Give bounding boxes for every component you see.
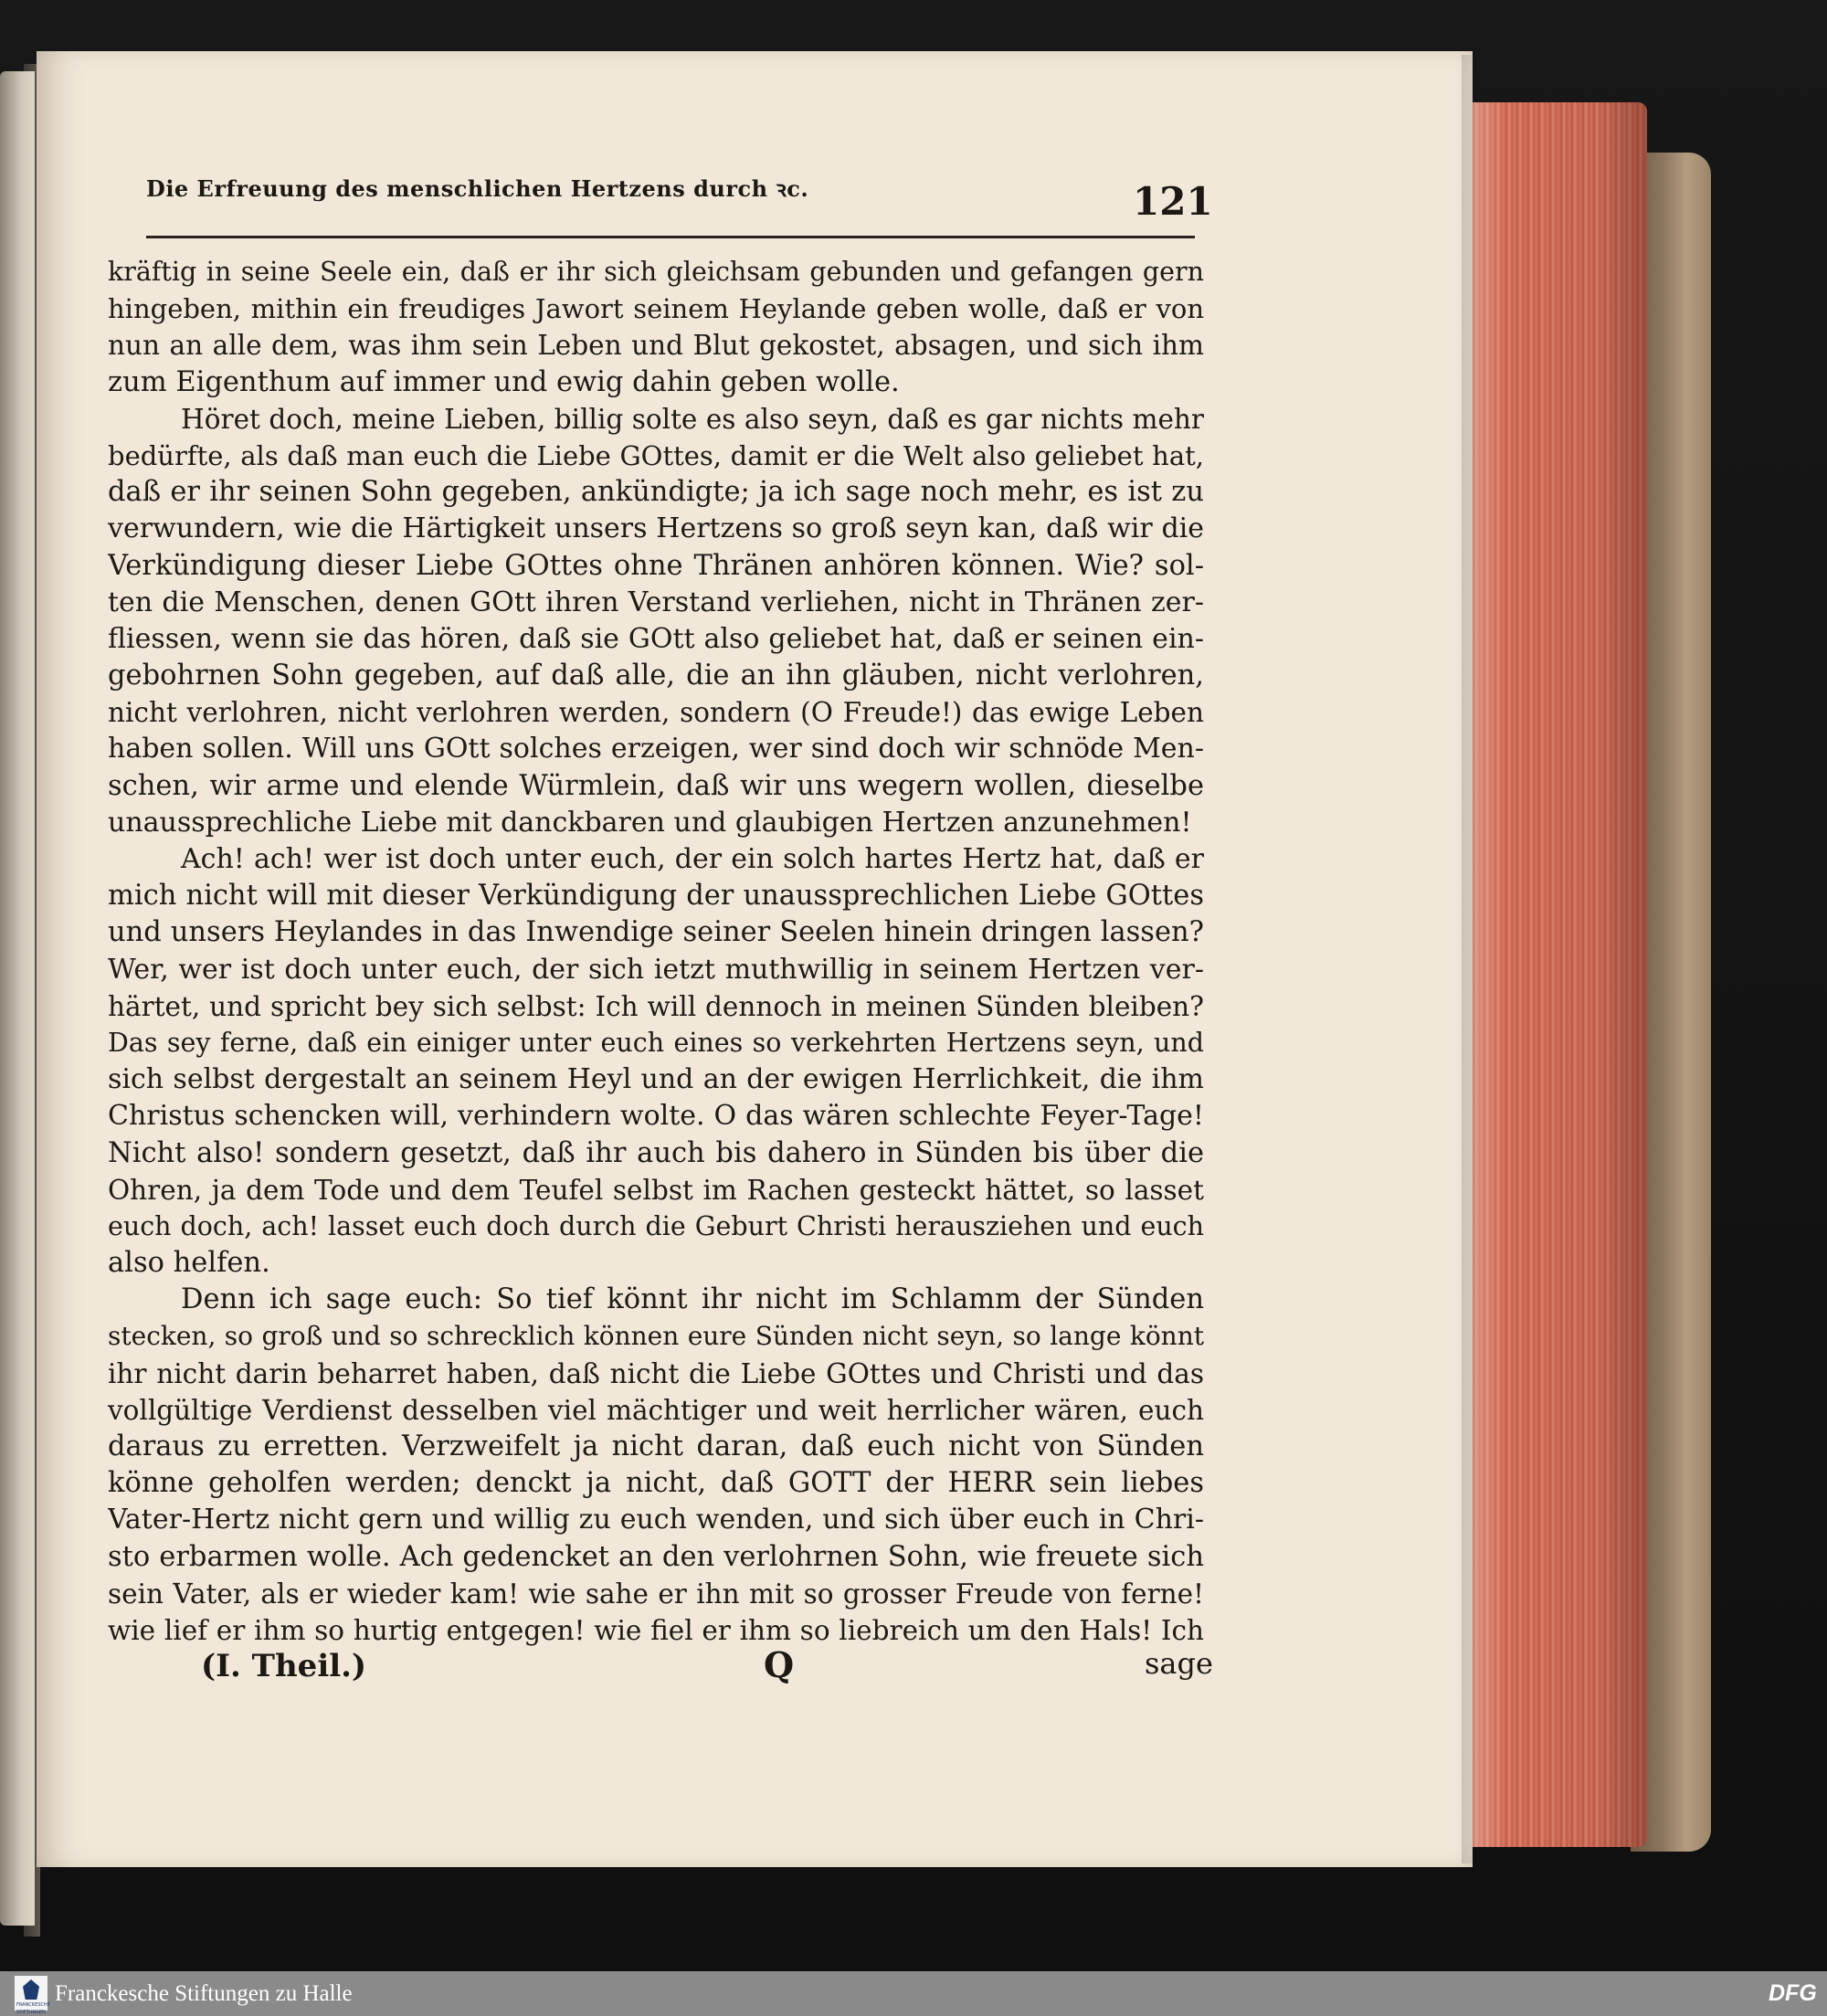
- text-line: härtet, und spricht bey sich selbst: Ich will dennoch in meinen Sünden bleiben?: [108, 990, 1204, 1022]
- text-line: also helfen.: [108, 1247, 270, 1280]
- text-line: daraus zu erretten. Verzweifelt ja nicht daran, daß euch nicht von Sünden: [108, 1430, 1204, 1462]
- text-line: mich nicht will mit dieser Verkündigung der unaussprechlichen Liebe GOttes: [108, 880, 1204, 913]
- text-line: sich selbst dergestalt an seinem Heyl und an der ewigen Herrlichkeit, die ihm: [108, 1063, 1204, 1096]
- signature-volume: (I. Theil.): [201, 1648, 367, 1684]
- text-line: Nicht also! sondern gesetzt, daß ihr auch bis dahero in Sünden bis über die: [108, 1136, 1204, 1169]
- body-text: [108, 254, 1204, 1649]
- text-line: schen, wir arme und elende Würmlein, daß wir uns wegern wollen, dieselbe: [108, 769, 1204, 802]
- text-line: kräftig in seine Seele ein, daß er ihr sich gleichsam gebunden und gefangen gern: [108, 257, 1204, 287]
- text-line: zum Eigenthum auf immer und ewig dahin geben wolle.: [108, 365, 900, 398]
- text-line: ihr nicht darin beharret haben, daß nicht die Liebe GOttes und Christi und das: [108, 1357, 1204, 1389]
- page-number: 121: [1133, 179, 1213, 224]
- text-line: Ach! ach! wer ist doch unter euch, der ein solch hartes Hertz hat, daß er: [181, 843, 1204, 875]
- text-line: verwundern, wie die Härtigkeit unsers Hertzens so groß seyn kan, daß wir die: [108, 512, 1204, 545]
- text-line: wie lief er ihm so hurtig entgegen! wie fiel er ihm so liebreich um den Hals! Ich: [108, 1614, 1204, 1646]
- institution-name[interactable]: Franckesche Stiftungen zu Halle: [55, 1981, 353, 2006]
- text-line: unaussprechliche Liebe mit danckbaren und glaubigen Hertzen anzunehmen!: [108, 806, 1192, 839]
- text-line: daß er ihr seinen Sohn gegeben, ankündigte; ja ich sage noch mehr, es ist zu: [108, 476, 1204, 509]
- header-rule: [146, 236, 1195, 238]
- catchword: sage: [1145, 1646, 1213, 1681]
- text-line: sto erbarmen wolle. Ach gedencket an den verlohrnen Sohn, wie freuete sich: [108, 1540, 1204, 1573]
- text-line: vollgültige Verdienst desselben viel mächtiger und weit herrlicher wären, euch: [108, 1394, 1204, 1426]
- logo-caption: FRANCKESCHE STIFTUNGEN: [16, 2002, 50, 2015]
- text-line: Wer, wer ist doch unter euch, der sich ietzt muthwillig in seinem Hertzen ver-: [108, 953, 1204, 986]
- signature-mark: Q: [764, 1644, 795, 1685]
- text-line: Ohren, ja dem Tode und dem Teufel selbst im Rachen gesteckt hättet, so lasset: [108, 1174, 1204, 1206]
- left-page-edge: [0, 71, 35, 1926]
- text-line: bedürfte, als daß man euch die Liebe GOttes, damit er die Welt also geliebet hat,: [108, 439, 1204, 471]
- text-line: Vater-Hertz nicht gern und willig zu euch wenden, und sich über euch in Chri-: [108, 1504, 1204, 1536]
- text-line: Höret doch, meine Lieben, billig solte es also seyn, daß es gar nichts mehr: [181, 403, 1204, 435]
- text-line: könne geholfen werden; denckt ja nicht, daß GOTT der HERR sein liebes: [108, 1467, 1204, 1500]
- dfg-logo[interactable]: DFG: [1769, 1980, 1817, 2006]
- text-line: nun an alle dem, was ihm sein Leben und Blut gekostet, absagen, und sich ihm: [108, 330, 1204, 362]
- text-line: haben sollen. Will uns GOtt solches erzeigen, wer sind doch wir schnöde Men-: [108, 733, 1204, 765]
- running-head: Die Erfreuung des menschlichen Hertzens durch ꝛc.: [146, 175, 809, 202]
- text-line: gebohrnen Sohn gegeben, auf daß alle, die an ihn gläuben, nicht verlohren,: [108, 660, 1204, 692]
- text-line: hingeben, mithin ein freudiges Jawort seinem Heylande geben wolle, daß er von: [108, 293, 1204, 325]
- text-line: Denn ich sage euch: So tief könnt ihr nicht im Schlamm der Sünden: [181, 1283, 1204, 1316]
- text-line: fliessen, wenn sie das hören, daß sie GOtt also geliebet hat, daß er seinen ein-: [108, 622, 1204, 655]
- text-line: ten die Menschen, denen GOtt ihren Verstand verliehen, nicht in Thränen zer-: [108, 586, 1204, 618]
- text-line: Christus schencken will, verhindern wolte. O das wären schlechte Feyer-Tage!: [108, 1100, 1204, 1133]
- text-line: Das sey ferne, daß ein einiger unter euch eines so verkehrten Hertzens seyn, und: [108, 1027, 1204, 1058]
- text-line: euch doch, ach! lasset euch doch durch die Geburt Christi herausziehen und euch: [108, 1210, 1204, 1241]
- book-fore-edge: [1439, 84, 1713, 1865]
- text-line: Verkündigung dieser Liebe GOttes ohne Thränen anhören können. Wie? sol-: [108, 549, 1204, 582]
- text-line: und unsers Heylandes in das Inwendige seiner Seelen hinein dringen lassen?: [108, 916, 1204, 949]
- text-line: stecken, so groß und so schrecklich können eure Sünden nicht seyn, so lange könnt: [108, 1321, 1204, 1352]
- text-line: sein Vater, als er wieder kam! wie sahe er ihn mit so grosser Freude von ferne!: [108, 1578, 1204, 1610]
- institution-logo-icon[interactable]: [15, 1976, 50, 2015]
- text-line: nicht verlohren, nicht verlohren werden, sondern (O Freude!) das ewige Leben: [108, 697, 1204, 729]
